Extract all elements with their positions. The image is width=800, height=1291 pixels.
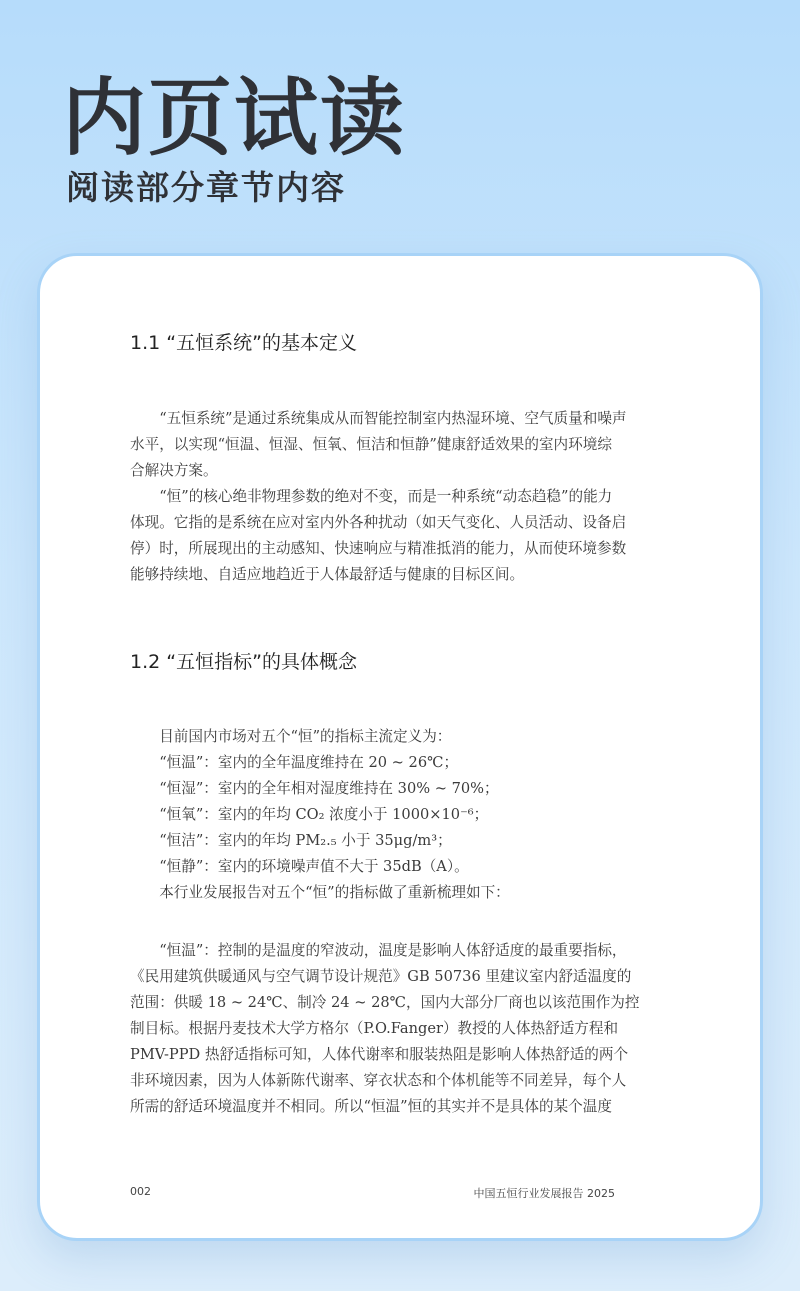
text-line: “恒湿”：室内的全年相对湿度维持在 30% ~ 70%； xyxy=(159,780,499,797)
hero-title: 内页试读 xyxy=(62,69,407,167)
text-line: “恒氧”：室内的年均 CO₂ 浓度小于 1000×10⁻⁶； xyxy=(159,806,489,823)
text-line: 合解决方案。 xyxy=(130,462,218,479)
section-1-1-paragraph-2 xyxy=(130,484,627,588)
text-line: 制目标。根据丹麦技术大学方格尔（P.O.Fanger）教授的人体热舒适方程和 xyxy=(130,1020,619,1037)
text-line: 《民用建筑供暖通风与空气调节设计规范》GB 50736 里建议室内舒适温度的 xyxy=(130,968,632,985)
section-heading-1-2: 1.2 “五恒指标”的具体概念 xyxy=(130,651,357,673)
page-preview-card xyxy=(37,253,763,1241)
text-line: “五恒系统”是通过系统集成从而智能控制室内热湿环境、空气质量和噪声 xyxy=(159,410,627,427)
text-line: 目前国内市场对五个“恒”的指标主流定义为： xyxy=(159,728,452,745)
text-line: “恒温”：控制的是温度的窄波动，温度是影响人体舒适度的最重要指标， xyxy=(159,942,627,959)
page-number: 002 xyxy=(130,1185,151,1198)
section-1-1-paragraph-1 xyxy=(130,406,627,484)
text-line: 体现。它指的是系统在应对室内外各种扰动（如天气变化、人员活动、设备启 xyxy=(130,514,627,531)
text-line: 停）时，所展现出的主动感知、快速响应与精准抵消的能力，从而使环境参数 xyxy=(130,540,627,557)
text-line: 范围：供暖 18 ~ 24℃、制冷 24 ~ 28℃，国内大部分厂商也以该范围作为控 xyxy=(130,994,640,1011)
text-line: 本行业发展报告对五个“恒”的指标做了重新梳理如下： xyxy=(159,884,510,901)
text-line: PMV-PPD 热舒适指标可知，人体代谢率和服装热阻是影响人体热舒适的两个 xyxy=(130,1046,629,1063)
text-line: “恒静”：室内的环境噪声值不大于 35dB（A）。 xyxy=(159,858,469,875)
text-line: “恒温”：室内的全年温度维持在 20 ~ 26℃； xyxy=(159,754,459,771)
text-line: 能够持续地、自适应地趋近于人体最舒适与健康的目标区间。 xyxy=(130,566,525,583)
section-heading-1-1: 1.1 “五恒系统”的基本定义 xyxy=(130,332,357,354)
hero-subtitle: 阅读部分章节内容 xyxy=(66,168,346,207)
text-line: “恒洁”：室内的年均 PM₂.₅ 小于 35μg/m³； xyxy=(159,832,452,849)
section-1-2-paragraph xyxy=(130,938,640,1120)
text-line: 所需的舒适环境温度并不相同。所以“恒温”恒的其实并不是具体的某个温度 xyxy=(130,1098,612,1115)
section-1-2-definitions xyxy=(130,724,620,906)
text-line: 非环境因素，因为人体新陈代谢率、穿衣状态和个体机能等不同差异，每个人 xyxy=(130,1072,627,1089)
text-line: “恒”的核心绝非物理参数的绝对不变，而是一种系统“动态趋稳”的能力 xyxy=(159,488,613,505)
text-line: 水平，以实现“恒温、恒湿、恒氧、恒洁和恒静”健康舒适效果的室内环境综 xyxy=(130,436,612,453)
report-title: 中国五恒行业发展报告 2025 xyxy=(473,1187,615,1200)
